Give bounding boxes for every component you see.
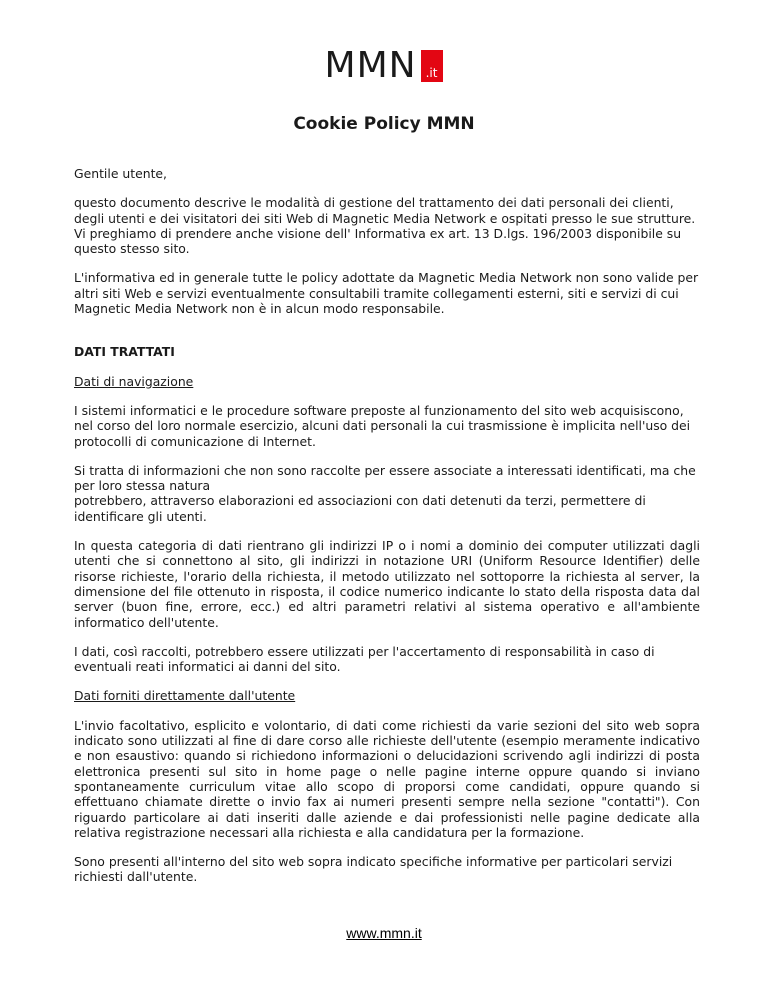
document-body — [74, 166, 700, 899]
user-data-paragraph: L'invio facoltativo, esplicito e volontario, di dati come richiesti da varie sezioni del sito web sopra indicato sono utilizzati al fine di dare corso alle richieste dell'utente (esempio meramente indicativo e non esaustivo: quando si richiedono informazioni o delucidazioni scrivendo agli indirizzi di posta elettronica presenti sul sito in home page o nelle pagine interne oppure quando si inviano spontaneamente curriculum vitae allo scopo di proporsi come candidati, oppure quando si effettuano chiamate dirette o invio fax ai numeri presenti sempre nella sezione "contatti"). Con riguardo particolare ai dati inseriti dalle aziende e dai professionisti nelle pagine dedicate alla relativa registrazione necessari alla richiesta e alla candidatura per la formazione. — [74, 717, 700, 840]
logo-wordmark: MMN — [324, 45, 417, 86]
website-link[interactable]: www.mmn.it — [346, 925, 422, 941]
logo-badge: .it — [421, 50, 444, 82]
identification-line-b: potrebbero, attraverso elaborazioni ed associazioni con dati detenuti da terzi, permettere di identificare gli utenti. — [74, 493, 646, 524]
identification-paragraph — [74, 463, 700, 524]
section-heading: DATI TRATTATI — [74, 344, 175, 360]
responsibility-paragraph: I dati, così raccolti, potrebbero essere utilizzati per l'accertamento di responsabilità in caso di eventuali reati informatici ai danni del sito. — [74, 643, 655, 675]
specific-info-paragraph: Sono presenti all'interno del sito web sopra indicato specifiche informative per particolari servizi richiesti dall'utente. — [74, 854, 673, 885]
data-category-paragraph: In questa categoria di dati rientrano gli indirizzi IP o i nomi a dominio dei computer utilizzati dagli utenti che si connettono al sito, gli indirizzi in notazione URI (Uniform Resource Identifier) delle risorse richieste, l'orario della richiesta, il metodo utilizzato nel sottoporre la richiesta al server, la dimensione del file ottenuto in risposta, il codice numerico indicante lo stato della risposta data dal server (buon fine, errore, ecc.) ed altri parametri relativi al sistema operativo e all'ambiente informatico dell'utente. — [74, 538, 700, 630]
identification-line-a: Si tratta di informazioni che non sono raccolte per essere associate a interessati identificati, ma che per loro stessa natura — [74, 462, 696, 494]
navigation-data-paragraph: I sistemi informatici e le procedure software preposte al funzionamento del sito web acquisiscono, nel corso del loro normale esercizio, alcuni dati personali la cui trasmissione è implicita nell'uso dei protocolli di comunicazione di Internet. — [74, 402, 691, 449]
disclaimer-paragraph: L'informativa ed in generale tutte le policy adottate da Magnetic Media Network non sono valide per altri siti Web e servizi eventualmente consultabili tramite collegamenti esterni, siti e servizi di cui Magnetic Media Network non è in alcun modo responsabile. — [74, 270, 699, 317]
footer — [0, 926, 768, 941]
page-title: Cookie Policy MMN — [293, 114, 475, 134]
logo — [0, 45, 768, 86]
greeting: Gentile utente, — [74, 166, 167, 181]
intro-paragraph: questo documento descrive le modalità di gestione del trattamento dei dati personali dei clienti, degli utenti e dei visitatori dei siti Web di Magnetic Media Network e ospitati presso le sue strutture. Vi preghiamo di prendere anche visione dell' Informativa ex art. 13 D.lgs. 196/2003 disponibile su questo stesso sito. — [74, 195, 696, 257]
subheading-navigation-data: Dati di navigazione — [74, 373, 194, 389]
subheading-user-data: Dati forniti direttamente dall'utente — [74, 688, 296, 704]
